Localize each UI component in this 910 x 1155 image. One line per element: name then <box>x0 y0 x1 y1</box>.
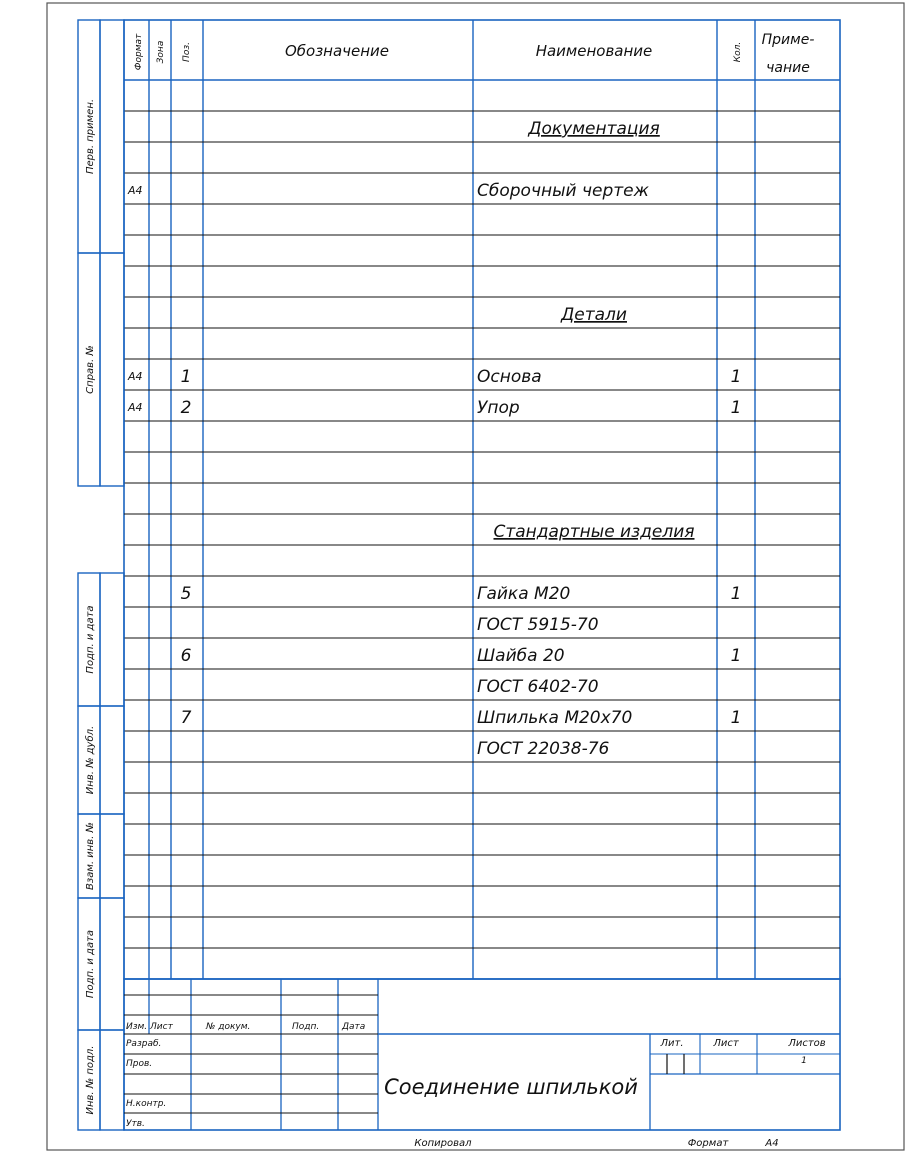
row-position: 1 <box>180 367 192 387</box>
tb-header-sign: Подп. <box>292 1022 320 1032</box>
row-name: Шайба 20 <box>477 646 565 666</box>
header-designation: Обозначение <box>284 42 390 60</box>
tb-role-approved: Утв. <box>126 1119 145 1129</box>
section-title: Детали <box>561 305 627 325</box>
tb-role-developer: Разраб. <box>126 1039 162 1049</box>
side-label: Инв. № дубл. <box>85 725 96 795</box>
tb-sheets-value: 1 <box>801 1056 807 1066</box>
tb-header-list: Лист <box>150 1022 173 1032</box>
header-qty: Кол. <box>733 41 743 63</box>
tb-lit-label: Лит. <box>660 1038 684 1049</box>
footer-format-label: Формат <box>687 1138 729 1149</box>
row-position: 5 <box>180 584 192 604</box>
tb-sheet-label: Лист <box>713 1038 739 1049</box>
tb-sheets-label: Листов <box>788 1038 826 1049</box>
header-note-line1: Приме- <box>761 32 815 48</box>
tb-role-checker: Пров. <box>126 1059 153 1069</box>
row-name: Гайка М20 <box>477 584 571 604</box>
footer-format-value: А4 <box>765 1138 779 1149</box>
row-name: Основа <box>477 367 542 387</box>
row-quantity: 1 <box>730 584 742 604</box>
tb-header-date: Дата <box>342 1022 366 1032</box>
row-format: А4 <box>128 370 143 383</box>
row-name: Шпилька М20х70 <box>477 708 633 728</box>
side-label: Справ. № <box>85 345 96 394</box>
row-name: Сборочный чертеж <box>477 181 649 201</box>
header-zone: Зона <box>156 40 166 64</box>
side-label: Перв. примен. <box>85 98 96 175</box>
section-title: Стандартные изделия <box>493 522 695 542</box>
tb-header-izm: Изм. <box>126 1022 148 1032</box>
side-label: Подп. и дата <box>85 929 96 999</box>
side-label: Подп. и дата <box>85 605 96 674</box>
row-position: 2 <box>180 398 192 418</box>
tb-header-docnum: № докум. <box>206 1022 251 1032</box>
row-format: А4 <box>128 184 143 197</box>
row-name: Упор <box>477 398 520 418</box>
header-name: Наименование <box>535 42 653 60</box>
side-label: Инв. № подл. <box>85 1045 96 1115</box>
row-quantity: 1 <box>730 708 742 728</box>
tb-role-norm: Н.контр. <box>126 1099 167 1109</box>
row-quantity: 1 <box>730 398 742 418</box>
row-position: 6 <box>180 646 192 666</box>
row-position: 7 <box>180 708 192 728</box>
row-name: ГОСТ 22038-76 <box>477 739 610 759</box>
footer-copied: Копировал <box>414 1138 472 1149</box>
header-note-line2: чание <box>766 60 810 76</box>
row-quantity: 1 <box>730 367 742 387</box>
header-pos: Поз. <box>182 42 192 62</box>
section-title: Документация <box>528 119 660 139</box>
row-format: А4 <box>128 401 143 414</box>
tb-document-title: Соединение шпилькой <box>384 1075 638 1099</box>
row-name: ГОСТ 5915-70 <box>477 615 599 635</box>
side-label: Взам. инв. № <box>85 822 96 890</box>
row-name: ГОСТ 6402-70 <box>477 677 599 697</box>
row-quantity: 1 <box>730 646 742 666</box>
header-format: Формат <box>134 33 144 71</box>
